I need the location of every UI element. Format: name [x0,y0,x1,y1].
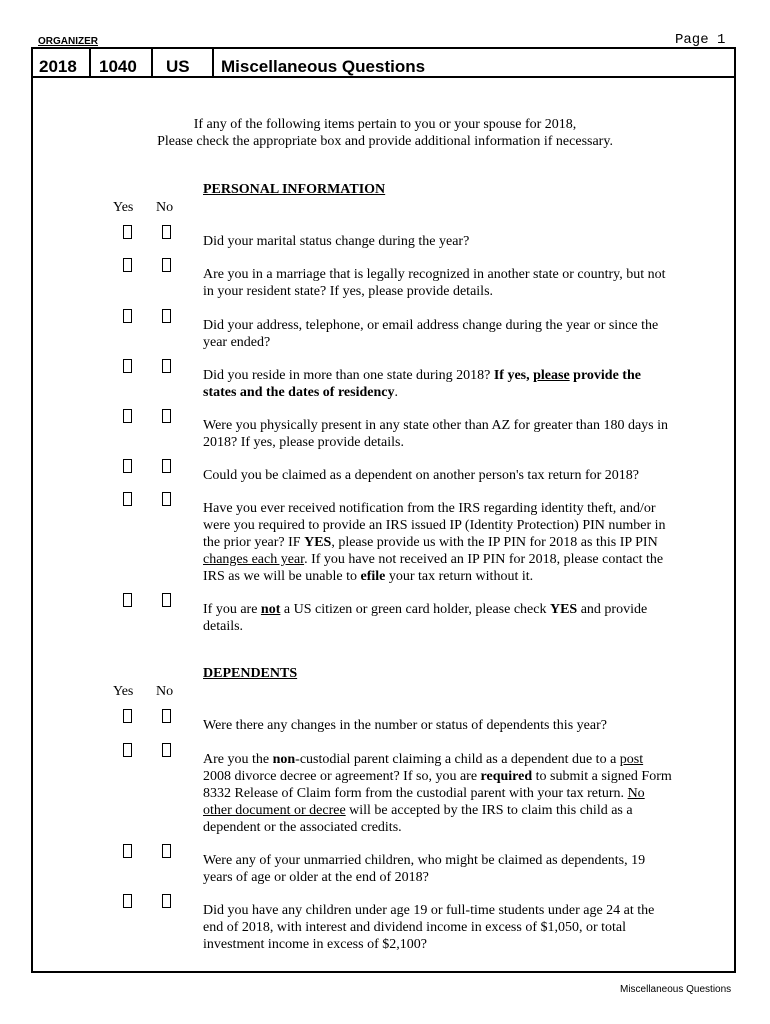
question-text-segment: Are you the [203,752,273,767]
no-checkbox[interactable] [162,309,171,323]
yes-checkbox[interactable] [123,492,132,506]
question-text-segment: YES [304,535,332,550]
yes-checkbox[interactable] [123,709,132,723]
question-text-segment: to submit a signed Form 8332 Release of Claim form from the custodial parent with your tax return. [203,769,672,801]
question-text-segment: provide the states and the dates of residency [203,368,641,400]
question-text-segment: Were there any changes in the number or status of dependents this year? [203,718,607,733]
header-divider [151,47,153,77]
intro-line-1: If any of the following items pertain to you or your spouse for 2018, [193,117,577,132]
yes-column-header: Yes [113,684,134,699]
no-column-header: No [156,200,174,215]
no-checkbox[interactable] [162,225,171,239]
question-text [203,601,673,635]
question-text-segment: will be accepted by the IRS to claim this child as a dependent or the associated credits. [203,803,633,835]
no-checkbox[interactable] [162,894,171,908]
question-text-segment: a US citizen or green card holder, please check [280,602,550,617]
question-text [203,367,673,401]
question-text-segment: please [533,368,570,383]
question-text-segment: Did your marital status change during the year? [203,234,470,249]
question-text-segment: Did you have any children under age 19 or full-time students under age 24 at the end of 2018, with interest and dividend income in excess of $1,050, or total investment income in excess of $2,100? [203,903,655,952]
yes-column-header: Yes [113,200,134,215]
page-number: Page 1 [675,32,726,48]
question-text [203,233,673,250]
intro-text [0,116,770,150]
tax-year: 2018 [39,57,77,76]
header-bar [31,47,736,78]
organizer-label: ORGANIZER [38,36,98,47]
question-text-segment: Are you in a marriage that is legally recognized in another state or country, but not in your resident state? If yes, please provide details. [203,267,666,299]
yes-checkbox[interactable] [123,359,132,373]
question-text [203,467,673,484]
header-divider [89,47,91,77]
question-text-segment: No other document or decree [203,786,645,818]
form-number: 1040 [99,57,137,76]
question-text-segment: and provide details. [203,602,648,634]
yes-checkbox[interactable] [123,258,132,272]
no-checkbox[interactable] [162,593,171,607]
question-text [203,500,673,585]
question-text-segment: Were you physically present in any state other than AZ for greater than 180 days in 2018? If yes, please provide details. [203,418,669,450]
header-divider [212,47,214,77]
question-text-segment: Did you reside in more than one state during 2018? [203,368,494,383]
no-checkbox[interactable] [162,258,171,272]
no-checkbox[interactable] [162,359,171,373]
yes-checkbox[interactable] [123,593,132,607]
yes-checkbox[interactable] [123,743,132,757]
yes-checkbox[interactable] [123,894,132,908]
yes-checkbox[interactable] [123,409,132,423]
question-text-segment: YES [549,602,578,617]
yes-checkbox[interactable] [123,225,132,239]
yes-checkbox[interactable] [123,309,132,323]
question-text-segment: your tax return without it. [385,569,534,584]
page-title: Miscellaneous Questions [221,57,426,76]
no-checkbox[interactable] [162,844,171,858]
question-text [203,317,673,351]
question-text [203,751,673,836]
question-text [203,417,673,451]
no-checkbox[interactable] [162,409,171,423]
no-checkbox[interactable] [162,709,171,723]
question-text-segment: If you are [203,602,261,617]
question-text-segment: . If you have not received an IP PIN for 2018, please contact the IRS as we will be unable to [203,552,664,584]
footer-label: Miscellaneous Questions [620,984,732,995]
question-text-segment: Could you be claimed as a dependent on another person's tax return for 2018? [203,468,640,483]
yes-checkbox[interactable] [123,844,132,858]
question-text [203,717,673,734]
question-text-segment: . [394,385,398,400]
question-text [203,266,673,300]
no-checkbox[interactable] [162,743,171,757]
question-text-segment: post [619,752,644,767]
question-text-segment: If yes, [493,368,534,383]
no-column-header: No [156,684,174,699]
no-checkbox[interactable] [162,492,171,506]
question-text-segment: -custodial parent claiming a child as a dependent due to a [295,752,620,767]
section-title-dependents: DEPENDENTS [203,666,298,681]
intro-line-2: Please check the appropriate box and provide additional information if necessary. [157,134,613,149]
question-text [203,902,673,953]
question-text-segment: 2008 divorce decree or agreement? If so, you are [203,769,481,784]
yes-checkbox[interactable] [123,459,132,473]
question-text-segment: efile [360,569,386,584]
question-text-segment: Have you ever received notification from the IRS regarding identity theft, and/or were you required to provide an IRS issued IP (Identity Protection) PIN number in the prior year? IF [203,501,666,550]
jurisdiction: US [166,57,190,76]
question-text-segment: changes each year [203,552,305,567]
question-text-segment: Were any of your unmarried children, who might be claimed as dependents, 19 years of age or older at the end of 2018? [203,853,646,885]
question-text-segment: non [272,752,296,767]
question-text-segment: not [260,602,281,617]
section-title-personal: PERSONAL INFORMATION [203,182,386,197]
question-text-segment: Did your address, telephone, or email address change during the year or since the year ended? [203,318,659,350]
question-text [203,852,673,886]
no-checkbox[interactable] [162,459,171,473]
question-text-segment: , please provide us with the IP PIN for 2018 as this IP PIN [331,535,658,550]
question-text-segment: required [480,769,533,784]
